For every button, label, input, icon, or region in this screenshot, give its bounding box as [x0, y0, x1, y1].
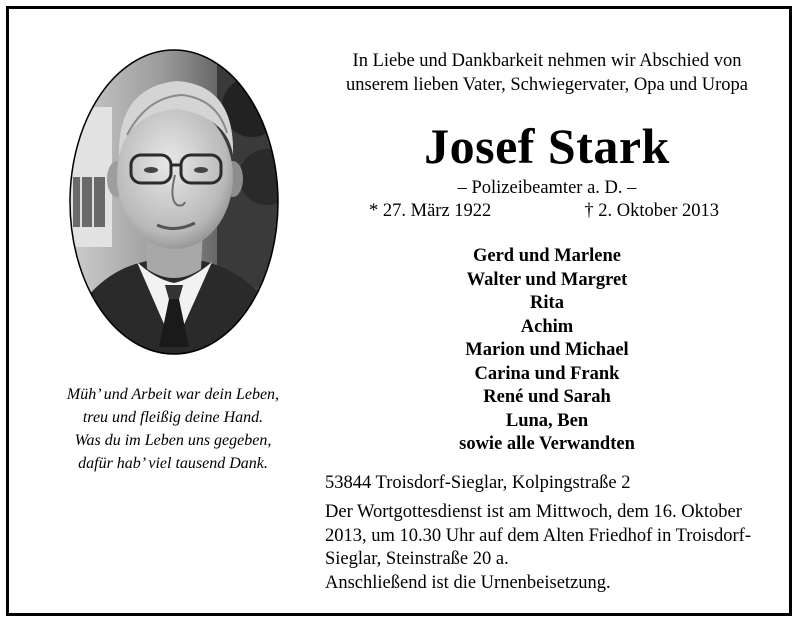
mourner-name: Walter und Margret: [466, 269, 628, 290]
deceased-name: Josef Stark: [424, 118, 670, 174]
mourning-address: 53844 Troisdorf-Sieglar, Kolpingstraße 2: [325, 473, 631, 493]
profession: – Polizeibeamter a. D. –: [457, 178, 637, 198]
mourner-name: Gerd und Marlene: [473, 246, 621, 266]
service-line: Anschließend ist die Urnenbeisetzung.: [325, 572, 611, 593]
portrait-photo: [67, 47, 281, 357]
intro-text: [327, 49, 767, 97]
poem-line: treu und fleißig deine Hand.: [82, 409, 264, 426]
death-date: † 2. Oktober 2013: [584, 201, 719, 221]
poem-line: Was du im Leben uns gegeben,: [74, 432, 272, 449]
service-line: Sieglar, Steinstraße 20 a.: [325, 549, 509, 569]
mourner-name: Achim: [520, 316, 574, 337]
mourner-name: Carina und Frank: [474, 363, 620, 384]
mourner-name: Rita: [530, 293, 564, 313]
mourner-name: René und Sarah: [483, 387, 611, 407]
mourner-name: sowie alle Verwandten: [459, 434, 635, 454]
service-line: Der Wortgottesdienst ist am Mittwoch, dem 16. Oktober: [325, 502, 742, 522]
mourner-name: Luna, Ben: [505, 410, 589, 431]
mourners-list: [327, 245, 767, 457]
service-info: [325, 501, 795, 595]
intro-line: In Liebe und Dankbarkeit nehmen wir Abschied von: [352, 51, 742, 71]
intro-line: unserem lieben Vater, Schwiegervater, Opa und Uropa: [346, 75, 748, 95]
poem-line: Müh’ und Arbeit war dein Leben,: [66, 386, 280, 403]
service-line: 2013, um 10.30 Uhr auf dem Alten Friedhof in Troisdorf-: [325, 525, 751, 546]
birth-date: * 27. März 1922: [369, 201, 492, 221]
poem-line: dafür hab’ viel tausend Dank.: [78, 455, 268, 472]
mourner-name: Marion und Michael: [465, 340, 629, 360]
memorial-poem: [39, 383, 307, 475]
obituary-notice: [6, 6, 792, 616]
